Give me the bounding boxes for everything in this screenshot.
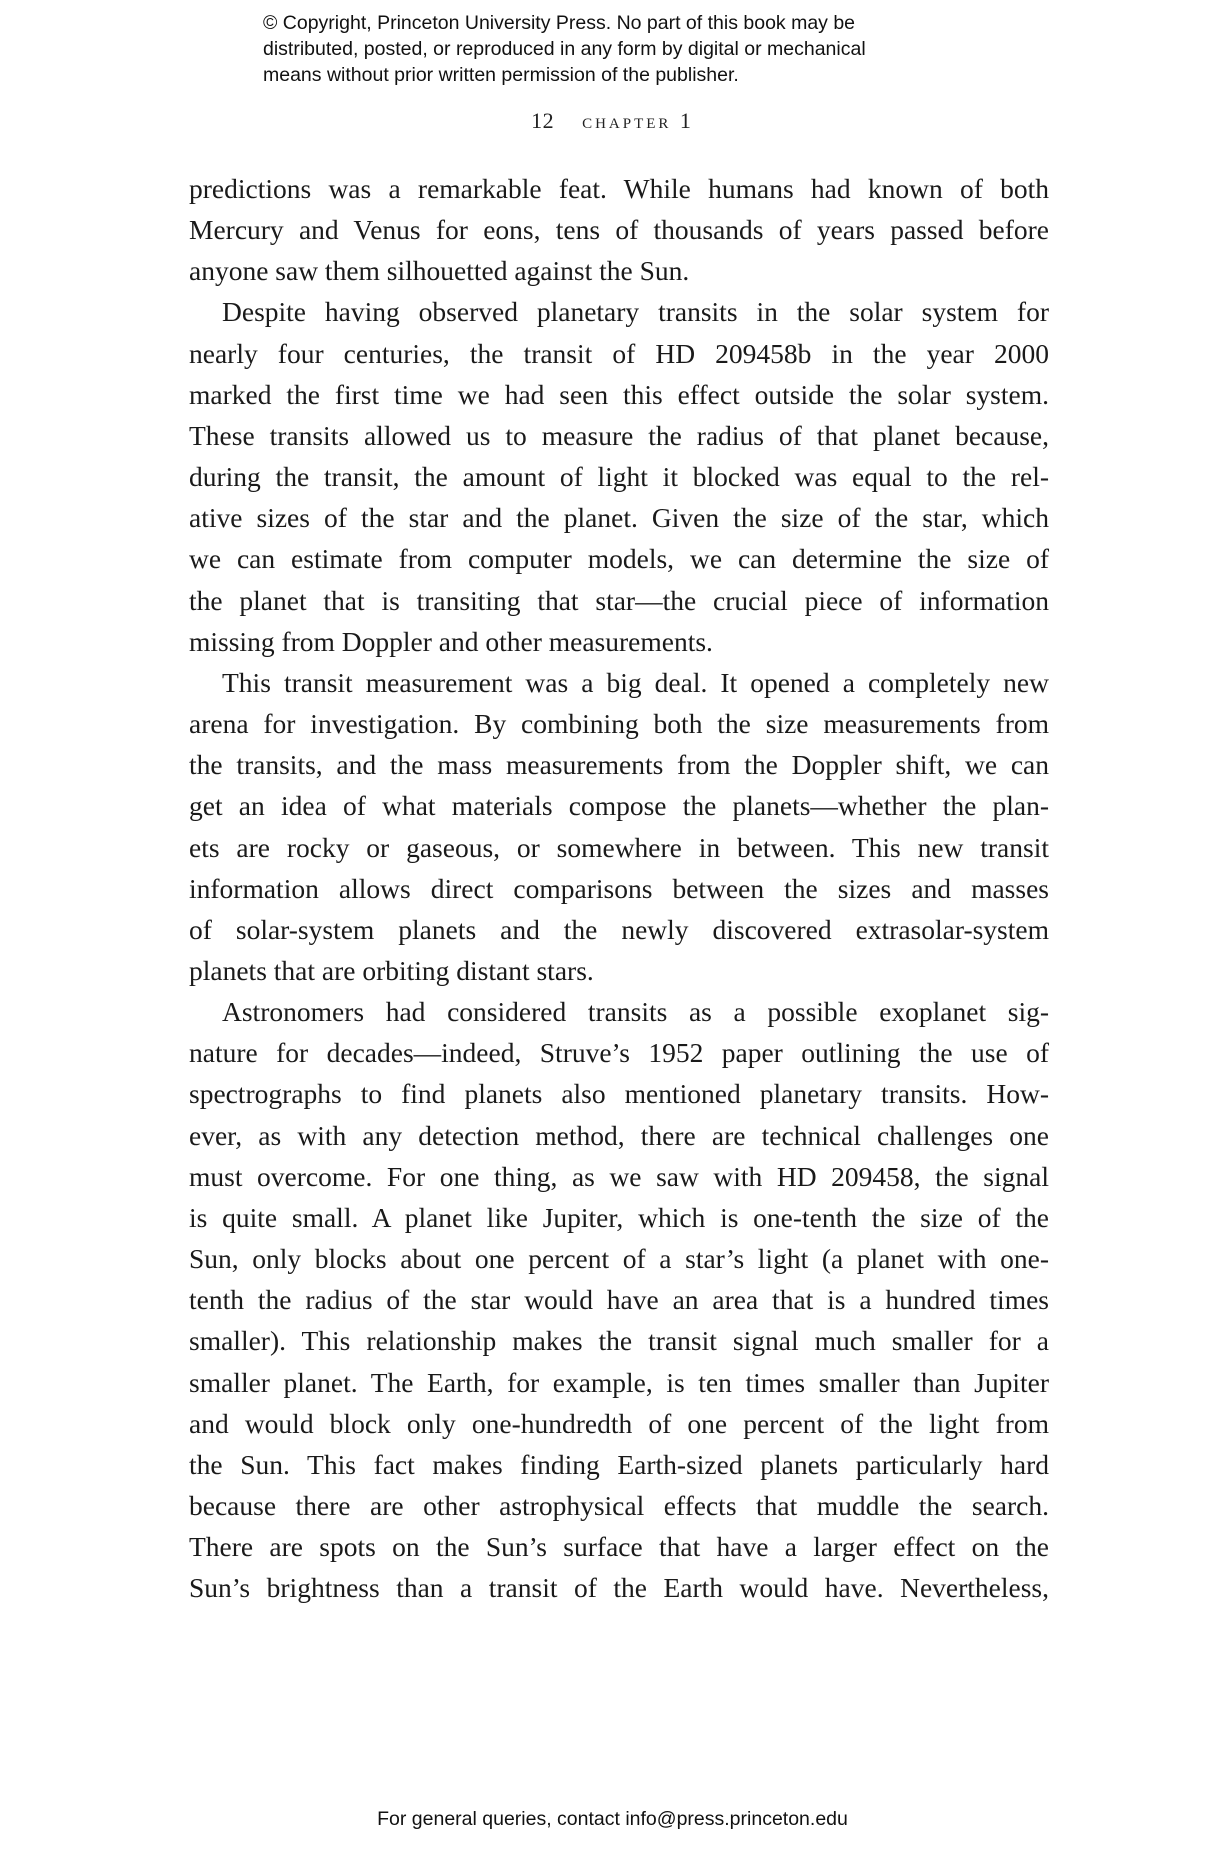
- text-line: smaller). This relationship makes the transit signal much smaller for a: [189, 1325, 1049, 1357]
- copyright-line-3: means without prior written permission of the publisher.: [263, 64, 739, 86]
- text-line: Mercury and Venus for eons, tens of thousands of years passed before: [189, 214, 1049, 246]
- text-line: the planet that is transiting that star—the crucial piece of information: [189, 584, 1049, 616]
- text-line: marked the first time we had seen this effect outside the solar system.: [189, 378, 1049, 410]
- text-line: the Sun. This fact makes finding Earth-sized planets particularly hard: [189, 1448, 1049, 1480]
- text-line: must overcome. For one thing, as we saw with HD 209458, the signal: [189, 1160, 1049, 1192]
- text-line: because there are other astrophysical effects that muddle the search.: [189, 1490, 1049, 1521]
- text-line: spectrographs to find planets also mentioned planetary transits. How-: [189, 1078, 1049, 1110]
- copyright-notice: [263, 10, 1023, 88]
- text-line: nature for decades—indeed, Struve’s 1952 paper outlining the use of: [189, 1037, 1049, 1069]
- text-line: There are spots on the Sun’s surface that have a larger effect on the: [189, 1531, 1049, 1563]
- text-line: arena for investigation. By combining both the size measurements from: [189, 708, 1049, 740]
- text-line: These transits allowed us to measure the radius of that planet because,: [189, 419, 1049, 451]
- text-line: nearly four centuries, the transit of HD 209458b in the year 2000: [189, 337, 1049, 369]
- paragraph-4: [189, 991, 1049, 1608]
- footer-contact: For general queries, contact info@press.princeton.edu: [377, 1808, 848, 1830]
- text-line: is quite small. A planet like Jupiter, which is one-tenth the size of the: [189, 1201, 1049, 1233]
- text-line: anyone saw them silhouetted against the Sun.: [189, 255, 690, 287]
- text-line: of solar-system planets and the newly discovered extrasolar-system: [189, 913, 1049, 945]
- text-line: we can estimate from computer models, we can determine the size of: [189, 543, 1049, 575]
- text-line: the transits, and the mass measurements from the Doppler shift, we can: [189, 749, 1049, 781]
- page-number: 12: [531, 108, 555, 133]
- paragraph-1: [189, 168, 1049, 291]
- text-line: ative sizes of the star and the planet. Given the size of the star, which: [189, 502, 1049, 534]
- text-line: Despite having observed planetary transits in the solar system for: [222, 296, 1049, 328]
- text-line: This transit measurement was a big deal. It opened a completely new: [222, 666, 1049, 698]
- text-line: Sun’s brightness than a transit of the Earth would have. Nevertheless,: [189, 1572, 1049, 1604]
- body-text: [189, 168, 1049, 1608]
- copyright-line-2: distributed, posted, or reproduced in any form by digital or mechanical: [263, 38, 866, 60]
- paragraph-2: [189, 291, 1049, 661]
- text-line: Astronomers had considered transits as a possible exoplanet sig-: [222, 996, 1049, 1028]
- paragraph-3: [189, 662, 1049, 991]
- text-line: and would block only one-hundredth of one percent of the light from: [189, 1407, 1049, 1439]
- text-line: predictions was a remarkable feat. While humans had known of both: [189, 173, 1049, 204]
- text-line: get an idea of what materials compose the planets—whether the plan-: [189, 790, 1049, 822]
- chapter-label: chapter 1: [582, 108, 694, 133]
- text-line: information allows direct comparisons between the sizes and masses: [189, 872, 1049, 904]
- text-line: Sun, only blocks about one percent of a star’s light (a planet with one-: [189, 1243, 1049, 1275]
- text-line: during the transit, the amount of light it blocked was equal to the rel-: [189, 461, 1049, 493]
- text-line: tenth the radius of the star would have an area that is a hundred times: [189, 1284, 1049, 1316]
- copyright-line-1: © Copyright, Princeton University Press. No part of this book may be: [263, 12, 856, 34]
- text-line: missing from Doppler and other measurements.: [189, 625, 713, 657]
- text-line: smaller planet. The Earth, for example, is ten times smaller than Jupiter: [189, 1366, 1049, 1398]
- text-line: ets are rocky or gaseous, or somewhere in between. This new transit: [189, 831, 1049, 863]
- text-line: ever, as with any detection method, there are technical challenges one: [189, 1119, 1049, 1151]
- text-line: planets that are orbiting distant stars.: [189, 954, 594, 986]
- running-head: [0, 108, 1225, 134]
